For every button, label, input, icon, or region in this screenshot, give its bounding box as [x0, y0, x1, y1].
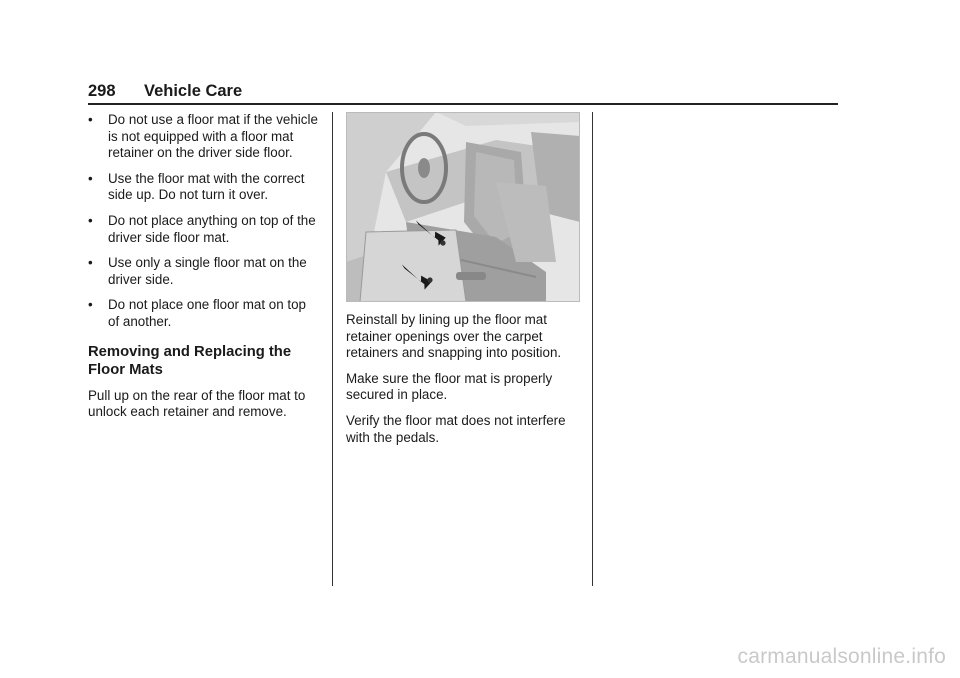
instruction-paragraph: Make sure the floor mat is properly secured in place. [346, 370, 553, 403]
bullet-item [88, 171, 320, 204]
instruction-paragraph: Reinstall by lining up the floor mat retainer openings over the carpet retainers and snapping into position. [346, 312, 562, 361]
bullet-text: Use only a single floor mat on the driver side. [108, 255, 307, 287]
instruction-paragraph: Pull up on the rear of the floor mat to unlock each retainer and remove. [88, 387, 306, 420]
bullet-item [88, 112, 320, 162]
bullet-glyph: • [88, 212, 93, 228]
bullet-item [88, 213, 320, 246]
car-interior-floor-mat-illustration [346, 112, 580, 302]
right-column [346, 112, 582, 455]
column-divider-right [592, 112, 593, 586]
bullet-glyph: • [88, 112, 93, 127]
page-number: 298 [88, 82, 116, 100]
watermark-text: carmanualsonline.info [737, 645, 946, 668]
column-divider-left [332, 112, 333, 586]
bullet-item [88, 255, 320, 288]
page-header [88, 82, 838, 104]
bullet-text: Do not use a floor mat if the vehicle is not equipped with a floor mat retainer on the driver side floor. [108, 112, 318, 161]
left-column [88, 112, 320, 430]
bullet-glyph: • [88, 170, 93, 186]
bullet-glyph: • [88, 255, 93, 271]
instruction-paragraph: Verify the floor mat does not interfere with the pedals. [346, 412, 566, 445]
bullet-text: Do not place one floor mat on top of another. [108, 297, 307, 329]
bullet-item [88, 297, 320, 330]
header-divider [88, 103, 838, 105]
bullet-glyph: • [88, 297, 93, 313]
bullet-text: Do not place anything on top of the driver side floor mat. [108, 212, 316, 245]
section-title: Vehicle Care [144, 82, 243, 100]
subsection-heading: Removing and Replacing the Floor Mats [88, 343, 292, 378]
bullet-text: Use the floor mat with the correct side up. Do not turn it over. [108, 170, 305, 203]
